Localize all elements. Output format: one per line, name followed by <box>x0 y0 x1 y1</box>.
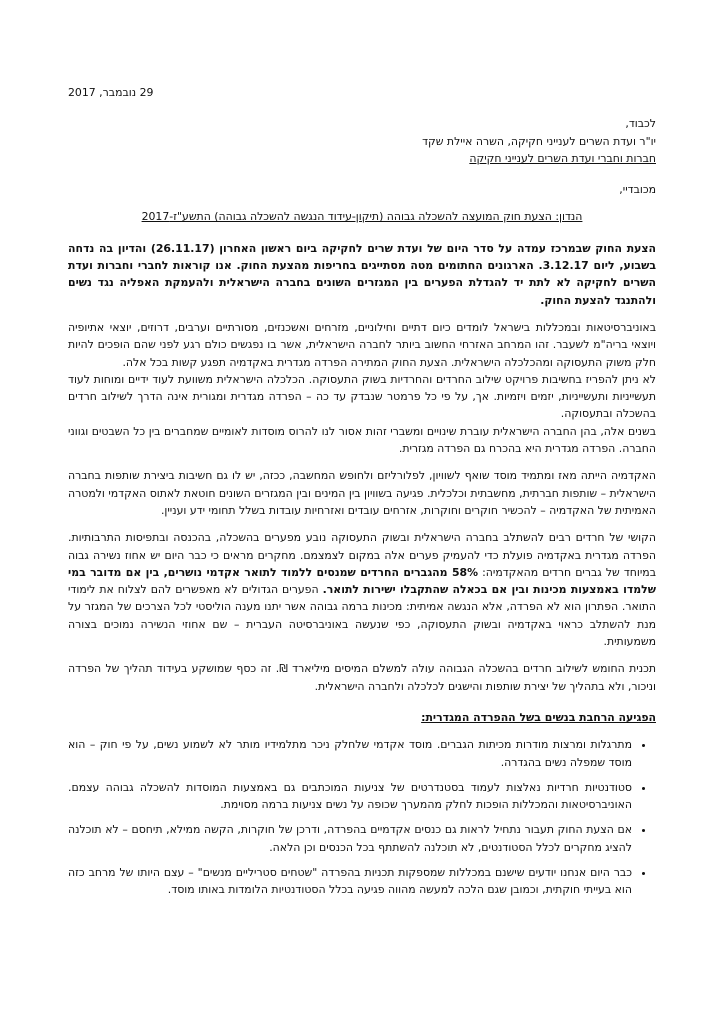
bullet-list <box>68 736 656 898</box>
body-paragraph-5-start: הקושי של חרדים רבים להשתלב בחברה הישראלית ובשוק התעסוקה נובע מפערים בהשכלה, בהכנסה ובתפיסות התרבותיות. הפרדה מגדרית באקדמיה פועלת כדי להעמיק פערים אלה במקום לצמצמם. מחקרים מראים כי כבר היום יש אחוז נשירה גבוה במיוחד של גברים חרדים מהאקדמיה: <box>68 531 656 579</box>
body-paragraph-1: באוניברסיטאות ובמכללות בישראל לומדים כיום דתיים וחילוניים, מזרחים ואשכנזים, מסורתיים וערבים, דרוזים, יוצאי אתיופיה ויוצאי בריה"מ לשעבר. זהו המרחב האזרחי החשוב ביותר לחברה הישראלית, אשר בו נפגשים כולם רגע לפני שהם הופכים להיות חלק משוק התעסוקה ומהכלכלה הישראלית. הצעת החוק המתירה הפרדה מגדרית באקדמיה תפגע קשות בכל אלה. <box>68 320 656 369</box>
greeting: מכובדיי, <box>619 183 656 197</box>
body-paragraph-4: האקדמיה הייתה מאז ומתמיד מוסד שואף לשוויון, לפלורליזם ולחופש המחשבה, ככזה, יש לו גם חשיבות ביצירת שותפות בחברה הישראלית – שותפות חברתית, מחשבתית וכלכלית. פגיעה בשוויון בין המינים ובין המגזרים השונים חוטאת לאתוס האקדמי ולמטרה האמיתית של האקדמיה – להכשיר חוקרים וחוקרות, אזרחים עובדים ואזרחיות עובדות בשלל תחומי ידע ועניין. <box>68 469 656 517</box>
list-item: • מתרגלות ומרצות מודרות מכיתות הגברים. מוסד אקדמי שלחלק ניכר מתלמידיו מותר לא לשמוע נשים, על פי חוק – הוא מוסד שמפלה נשים בהגדרה. <box>68 736 632 771</box>
body-paragraph-5 <box>68 529 656 650</box>
list-item: • כבר היום אנחנו יודעים שישנם במכללות שמספקות תכניות בהפרדה "שטחים סטריליים מנשים" – עצם היותו של מרחב כזה הוא בעייתי חוקתית, וכמובן שגם הלכה למעשה מהווה פגיעה בכלל הסטודנטיות הלומדות באותו מוסד. <box>68 864 632 899</box>
list-item: • סטודנטיות חרדיות נאלצות לעמוד בסטנדרטים של צניעות המוכתבים גם באמצעות המוסדות להשכלה גבוהה עצמם. האוניברסיטאות והמכללות הופכות לחלק מהמערך שכופה על נשים צניעות ברמה מסוימת. <box>68 779 632 814</box>
recipient-block <box>68 115 656 167</box>
subject-line: הנדון: הצעת חוק המועצה להשכלה גבוהה (תיקון-עידוד הנגשה להשכלה גבוהה) התשע"ז-2017 <box>141 210 583 224</box>
intro-paragraph: הצעת החוק שבמרכז עמדה על סדר היום של ועדת שרים לחקיקה ביום ראשון האחרון (26.11.17) והדיון בה נדחה בשבוע, ליום 3.12.17. הארגונים החתומים מטה מסתייגים בחריפות מהצעת החוק. אנו קוראות לחברי וחברות ועדת השרים לחקיקה לא לתת יד להגדלת הפערים בין המגזרים השונים בחברה הישראלית ולהעמקת האפליה נגד נשים ולהתנגד להצעת החוק. <box>68 241 656 307</box>
recipient-line-2: חברות וחברי ועדת השרים לענייני חקיקה <box>469 151 656 165</box>
body-paragraph-6: תכנית החומש לשילוב חרדים בהשכלה הגבוהה עולה למשלם המיסים מיליארד ₪. זה כסף שמושקע בעידוד תהליך של הפרדה וניכור, ולא בתהליך של יצירת שותפות והישגים לכלכלה ולחברה הישראלית. <box>68 662 656 693</box>
section-title: הפגיעה הרחבת בנשים בשל ההפרדה המגדרית: <box>421 710 656 724</box>
letter-date: 29 נובמבר, 2017 <box>68 86 154 99</box>
list-item: • אם הצעת החוק תעבור נתחיל לראות גם כנסים אקדמיים בהפרדה, ודרכן של חוקרות, הקשה ממילא, תיחסם – לא תוכלנה להציג מחקרים לכלל הסטודנטים, לא תוכלנה להשתתף בכל הכנסים וכן הלאה. <box>68 821 632 856</box>
body-paragraph-5-bold: 58% מהגברים החרדים שמנסים ללמוד לתואר אקדמי נושרים, בין אם מדובר במי שלמדו באמצעות מכינות ובין אם בכאלה שהתקבלו ישירות לתואר. <box>68 565 657 597</box>
recipient-salutation: לכבוד, <box>625 117 656 131</box>
body-paragraph-5-end: הפערים הגדולים לא מאפשרים להם לצלוח את לימודי התואר. הפתרון הוא לא הפרדה, אלא הנגשה אמיתית: מכינות ברמה גבוהה אשר יתנו מענה הוליסטי לכל הצרכים של המגזר על מנת להשתלב כראוי באקדמיה ובשוק התעסוקה, כפי שנעשה באוניברסיטה העברית – שם אחוזי הנשירה נמוכים בצורה משמעותית. <box>68 583 656 649</box>
body-paragraph-2: לא ניתן להפריז בחשיבות פרויקט שילוב החרדים והחרדיות בשוק התעסוקה. הכלכלה הישראלית משוועת לעוד ידיים ומוחות לעוד תעשייניות ותעשייניות, יזמים ויזמיות. אך, על פי כל פרמטר שנבדק עד כה – הפרדה מגדרית ומגורית אינה הדרך לשילוב חרדים בהשכלה ובתעסוקה. <box>68 372 656 421</box>
recipient-line-1: יו"ר ועדת השרים לענייני חקיקה, השרה איילת שקד <box>422 134 656 148</box>
body-paragraph-3: בשנים אלה, בהן החברה הישראלית עוברת שינויים ומשברי זהות אסור לנו להרוס מוסדות לאומיים שמחברים בין כל השבטים וגווני החברה. הפרדה מגדרית היא בהכרח גם הפרדה מגזרית. <box>68 424 656 456</box>
